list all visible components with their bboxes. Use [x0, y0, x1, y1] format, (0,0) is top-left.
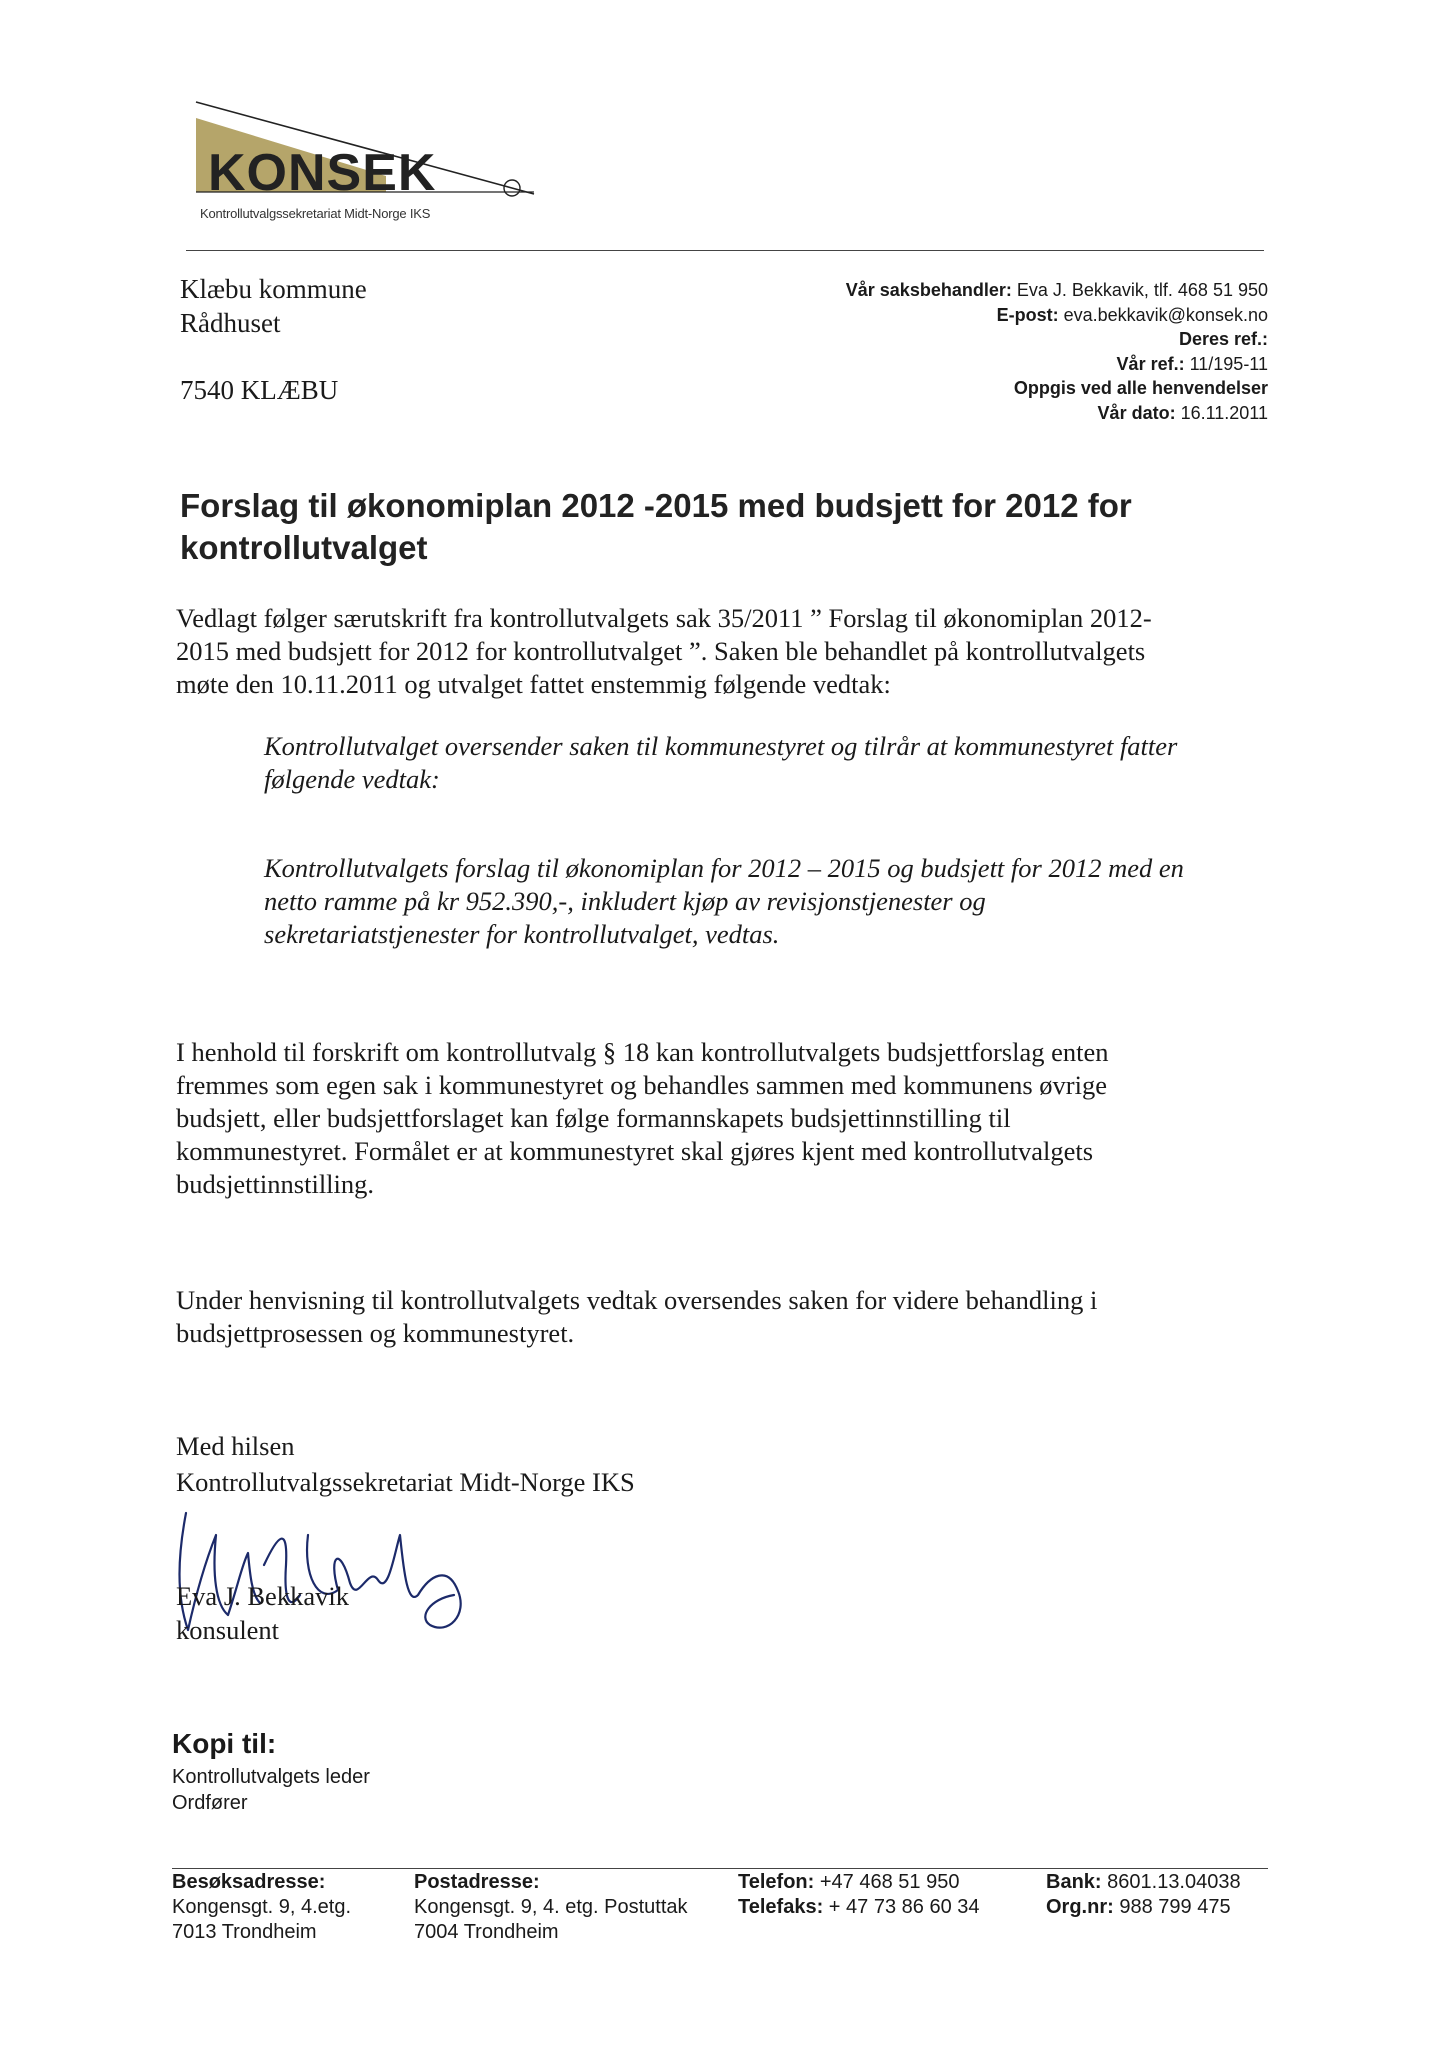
handler-line: [668, 278, 1268, 303]
quote-1-line-2: følgende vedtak:: [264, 764, 440, 794]
recipient-name: Klæbu kommune: [180, 274, 367, 304]
our-ref-value: 11/195-11: [1189, 353, 1268, 374]
org-number-line: [1046, 1895, 1241, 1920]
closing-greeting: Med hilsen: [176, 1431, 295, 1461]
footer-visit-address: [172, 1870, 351, 1945]
email-label: E-post:: [996, 304, 1059, 325]
reference-note-text: Oppgis ved alle henvendelser: [1013, 378, 1268, 398]
footer-bank: [1046, 1870, 1241, 1920]
handler-label: Vår saksbehandler:: [845, 280, 1012, 300]
paragraph-2-line-1: I henhold til forskrift om kontrollutvalg § 18 kan kontrollutvalgets budsjettforslag enten: [176, 1037, 1109, 1067]
letter-title: Forslag til økonomiplan 2012 -2015 med budsjett for 2012 for kontrollutvalget: [180, 487, 1132, 566]
post-address-line-2: 7004 Trondheim: [414, 1921, 559, 1943]
recipient-street: Rådhuset: [180, 308, 281, 338]
copy-to-heading: Kopi til:: [172, 1728, 277, 1759]
logo-wordmark: KONSEK: [208, 144, 437, 202]
paragraph-1-line-3: møte den 10.11.2011 og utvalget fattet enstemmig følgende vedtak:: [176, 669, 891, 699]
paragraph-1-line-2: 2015 med budsjett for 2012 for kontrollutvalget ”. Saken ble behandlet på kontrollutvalgets: [176, 636, 1146, 666]
visit-address-line-1: Kongensgt. 9, 4.etg.: [172, 1896, 352, 1918]
visit-address-line-2: 7013 Trondheim: [172, 1921, 317, 1943]
email-line: [668, 303, 1268, 328]
footer-divider: [172, 1868, 1268, 1869]
reference-note: [668, 376, 1268, 401]
footer-post-address: [414, 1870, 688, 1945]
phone-value: +47 468 51 950: [819, 1871, 960, 1893]
header-divider: [186, 250, 1264, 251]
paragraph-2-line-5: budsjettinnstilling.: [176, 1169, 375, 1199]
logo-tagline: Kontrollutvalgssekretariat Midt-Norge IKS: [200, 206, 431, 221]
paragraph-3-line-2: budsjettprosessen og kommunestyret.: [176, 1318, 575, 1348]
bank-value: 8601.13.04038: [1107, 1871, 1241, 1893]
paragraph-1-line-1: Vedlagt følger særutskrift fra kontrollutvalgets sak 35/2011 ” Forslag til økonomiplan 2012-: [176, 603, 1152, 633]
fax-label: Telefaks:: [738, 1896, 824, 1918]
bank-line: [1046, 1870, 1241, 1895]
org-number-value: 988 799 475: [1119, 1896, 1231, 1918]
paragraph-2-line-3: budsjett, eller budsjettforslaget kan følge formannskapets budsjettinnstilling til: [176, 1103, 1011, 1133]
visit-address-label: Besøksadresse:: [172, 1871, 326, 1893]
signer-name: Eva J. Bekkavik: [176, 1581, 349, 1611]
handler-value: Eva J. Bekkavik, tlf. 468 51 950: [1016, 280, 1268, 300]
bank-label: Bank:: [1046, 1871, 1102, 1893]
copy-recipient: Ordfører: [172, 1792, 248, 1814]
date-label: Vår dato:: [1097, 402, 1176, 423]
quote-1-line-1: Kontrollutvalget oversender saken til kommunestyret og tilrår at kommunestyret fatter: [264, 731, 1178, 761]
email-value[interactable]: eva.bekkavik@konsek.no: [1063, 304, 1268, 325]
quote-2-line-1: Kontrollutvalgets forslag til økonomiplan for 2012 – 2015 og budsjett for 2012 med en: [264, 853, 1184, 883]
fax-value: + 47 73 86 60 34: [828, 1896, 980, 1918]
signer-role: konsulent: [176, 1615, 280, 1645]
our-ref-line: [668, 352, 1268, 377]
org-number-label: Org.nr:: [1046, 1896, 1114, 1918]
our-ref-label: Vår ref.:: [1116, 353, 1185, 374]
date-value: 16.11.2011: [1180, 402, 1268, 423]
reference-block: [668, 278, 1268, 425]
fax-line: [738, 1895, 980, 1920]
paragraph-3-line-1: Under henvisning til kontrollutvalgets vedtak oversendes saken for videre behandling i: [176, 1285, 1098, 1315]
quote-2-line-2: netto ramme på kr 952.390,-, inkludert kjøp av revisjonstjenester og: [264, 886, 986, 916]
closing-organization: Kontrollutvalgssekretariat Midt-Norge IKS: [176, 1467, 635, 1497]
phone-label: Telefon:: [738, 1871, 815, 1893]
paragraph-2-line-2: fremmes som egen sak i kommunestyret og behandles sammen med kommunens øvrige: [176, 1070, 1107, 1100]
post-address-line-1: Kongensgt. 9, 4. etg. Postuttak: [414, 1896, 688, 1918]
footer-contact: [738, 1870, 980, 1920]
copy-recipient: Kontrollutvalgets leder: [172, 1766, 370, 1788]
paragraph-2-line-4: kommunestyret. Formålet er at kommunestyret skal gjøres kjent med kontrollutvalgets: [176, 1136, 1094, 1166]
quote-2-line-3: sekretariatstjenester for kontrollutvalget, vedtas.: [264, 919, 780, 949]
their-ref-label: Deres ref.:: [1178, 329, 1268, 349]
their-ref-line: [668, 327, 1268, 352]
post-address-label: Postadresse:: [414, 1871, 540, 1893]
recipient-postal: 7540 KLÆBU: [180, 375, 339, 405]
date-line: [668, 401, 1268, 426]
phone-line: [738, 1870, 980, 1895]
